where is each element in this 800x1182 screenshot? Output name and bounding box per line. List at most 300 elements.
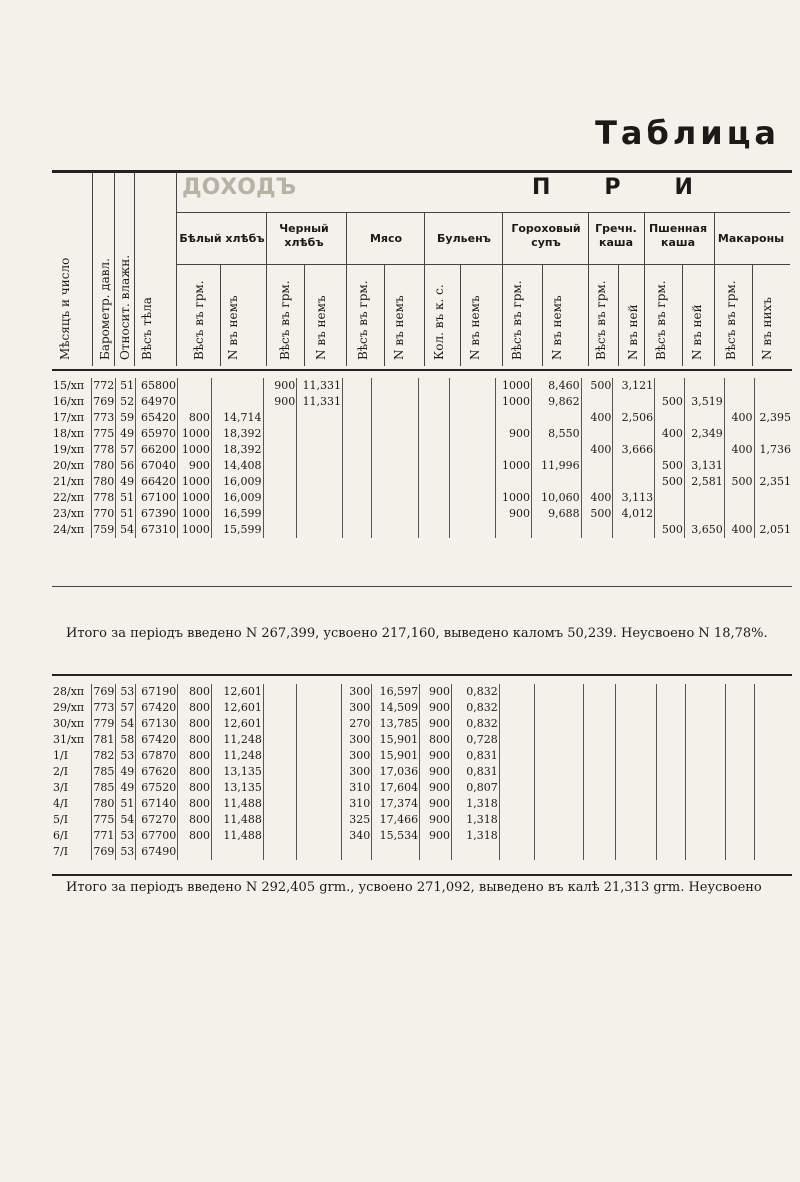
table-cell: 1000 [496, 490, 532, 506]
table-cell [615, 700, 656, 716]
group-banner-income: ДОХОДЪ [182, 175, 297, 200]
table-row [52, 394, 792, 410]
table-cell: 400 [724, 522, 754, 538]
table-cell: 500 [724, 474, 754, 490]
table-cell: 400 [581, 410, 613, 426]
table-cell: 6/I [53, 829, 69, 842]
table-cell: 17,036 [372, 764, 420, 780]
table-cell [684, 410, 724, 426]
table-cell [724, 378, 754, 394]
table-cell: 769 [93, 395, 115, 408]
table-cell [613, 394, 655, 410]
food-buckwheat: Гречн. каша [595, 222, 637, 249]
table-row [52, 522, 792, 538]
table-cell: 31/хп [53, 733, 85, 746]
table-cell [615, 732, 656, 748]
table-cell: 28/хп [53, 685, 85, 698]
table-cell: 782 [93, 749, 115, 762]
table-cell [724, 490, 754, 506]
table-cell [656, 732, 685, 748]
table-cell: 24/хп [53, 523, 85, 536]
food-millet: Пшенная каша [648, 222, 708, 249]
table-row [52, 812, 792, 828]
table-cell [656, 764, 685, 780]
table-cell: 18,392 [211, 426, 263, 442]
table-cell [263, 732, 296, 748]
table-cell [725, 732, 754, 748]
table-cell [499, 732, 534, 748]
table-row [52, 700, 792, 716]
table-cell [263, 458, 297, 474]
table-cell: 340 [342, 828, 372, 844]
table-cell: 0,832 [451, 700, 499, 716]
table-cell: 769 [93, 685, 115, 698]
table-cell [449, 410, 495, 426]
table-cell: 67420 [136, 700, 178, 716]
col-header-barometer: Барометр. давл. [98, 258, 112, 360]
table-cell: 400 [581, 490, 613, 506]
table-cell: 12,601 [212, 716, 264, 732]
sub-header-buckwheat-n: N въ ней [626, 304, 640, 360]
table-cell: 1000 [178, 522, 212, 538]
table-cell: 49 [116, 426, 136, 442]
table-cell: 900 [496, 506, 532, 522]
food-macaroni: Макароны [717, 232, 785, 245]
table-cell: 67130 [136, 716, 178, 732]
table-cell [584, 780, 615, 796]
table-cell [615, 796, 656, 812]
table-cell [263, 748, 296, 764]
table-cell: 12,601 [212, 700, 264, 716]
table-cell [263, 780, 296, 796]
table-cell: 53 [116, 748, 136, 764]
table-cell: 65420 [136, 410, 178, 426]
table-cell: 11,488 [212, 828, 264, 844]
table-cell [178, 394, 212, 410]
table-cell: 900 [420, 764, 452, 780]
table-row [52, 716, 792, 732]
table-row [52, 796, 792, 812]
table-cell [754, 458, 792, 474]
table-cell: 2,395 [754, 410, 792, 426]
table-cell [297, 780, 342, 796]
sub-header-macaroni-weight: Вѣсъ въ грм. [724, 280, 738, 360]
table-cell [499, 748, 534, 764]
table-cell [755, 828, 792, 844]
table-cell [584, 684, 615, 700]
table-cell [535, 748, 584, 764]
sub-header-black-bread-weight: Вѣсъ въ грм. [278, 280, 292, 360]
table-cell [531, 410, 581, 426]
table-cell: 2/I [53, 765, 69, 778]
table-cell: 3,519 [684, 394, 724, 410]
table-cell [297, 796, 342, 812]
table-cell [535, 732, 584, 748]
table-cell [342, 844, 372, 860]
table-cell [686, 716, 725, 732]
table-cell [755, 812, 792, 828]
table-cell: 67520 [136, 780, 178, 796]
table-row [52, 764, 792, 780]
table-cell: 51 [116, 506, 136, 522]
table-cell [584, 700, 615, 716]
table-cell: 65970 [136, 426, 178, 442]
table-cell: 500 [581, 378, 613, 394]
table-cell: 15/хп [53, 379, 85, 392]
table-cell: 49 [116, 764, 136, 780]
table-cell [655, 378, 685, 394]
table-cell [584, 716, 615, 732]
table-cell [584, 764, 615, 780]
table-row [52, 828, 792, 844]
table-cell [418, 490, 449, 506]
food-white-bread: Бѣлый хлѣбъ [179, 232, 265, 245]
table-cell [725, 684, 754, 700]
table-row [52, 844, 792, 860]
table-cell: 0,831 [451, 748, 499, 764]
table-cell: 54 [116, 716, 136, 732]
table-cell [613, 458, 655, 474]
table-cell [725, 764, 754, 780]
table-cell: 1000 [178, 506, 212, 522]
table-cell [724, 458, 754, 474]
table-cell [297, 828, 342, 844]
table-cell [725, 700, 754, 716]
sub-header-white-bread-n: N въ немъ [226, 295, 240, 360]
table-cell [372, 490, 418, 506]
table-cell [499, 780, 534, 796]
table-cell: 800 [178, 764, 212, 780]
table-cell: 773 [93, 701, 115, 714]
table-row [52, 426, 792, 442]
table-cell [178, 844, 212, 860]
table-cell [655, 490, 685, 506]
table-cell: 780 [93, 459, 115, 472]
table-row [52, 442, 792, 458]
table-cell: 1,318 [451, 812, 499, 828]
table-row [52, 458, 792, 474]
table-cell: 64970 [136, 394, 178, 410]
table-cell [613, 474, 655, 490]
table-cell [343, 490, 372, 506]
table-cell [449, 522, 495, 538]
table-cell [297, 522, 343, 538]
table-cell [263, 490, 297, 506]
table-cell: 2,506 [613, 410, 655, 426]
table-cell: 11,248 [212, 732, 264, 748]
table-cell: 13,785 [372, 716, 420, 732]
table-cell [343, 394, 372, 410]
table-cell: 900 [420, 780, 452, 796]
data-table-period-1 [52, 378, 792, 538]
table-cell [372, 426, 418, 442]
table-cell: 800 [178, 748, 212, 764]
table-cell [535, 780, 584, 796]
table-cell [297, 506, 343, 522]
table-cell [535, 764, 584, 780]
table-cell: 4/I [53, 797, 69, 810]
table-cell [613, 522, 655, 538]
table-cell: 800 [178, 716, 212, 732]
table-cell [754, 490, 792, 506]
table-cell [178, 378, 212, 394]
table-cell [496, 410, 532, 426]
table-cell [297, 844, 342, 860]
table-cell: 800 [178, 684, 212, 700]
food-black-bread: Черный хлѣбъ [279, 222, 329, 249]
table-cell [372, 474, 418, 490]
table-cell: 15,534 [372, 828, 420, 844]
group-banner-food: ПРИ [532, 175, 747, 200]
table-cell: 67390 [136, 506, 178, 522]
table-cell [499, 844, 534, 860]
table-cell [263, 426, 297, 442]
table-cell [297, 410, 343, 426]
table-cell: 400 [724, 410, 754, 426]
table-cell: 53 [116, 844, 136, 860]
table-cell [615, 844, 656, 860]
table-cell: 7/I [53, 845, 69, 858]
sub-header-macaroni-n: N въ нихъ [760, 297, 774, 360]
table-cell: 15,901 [372, 732, 420, 748]
table-cell: 900 [420, 748, 452, 764]
table-cell [656, 812, 685, 828]
table-cell [420, 844, 452, 860]
table-cell: 4,012 [613, 506, 655, 522]
table-header [52, 170, 792, 371]
table-cell: 800 [178, 410, 212, 426]
table-cell [656, 748, 685, 764]
table-cell [656, 844, 685, 860]
table-cell: 15,599 [211, 522, 263, 538]
table-cell: 500 [655, 394, 685, 410]
table-cell [496, 522, 532, 538]
table-cell [725, 828, 754, 844]
table-cell [297, 700, 342, 716]
table-cell: 49 [116, 474, 136, 490]
table-cell [418, 410, 449, 426]
table-cell: 67040 [136, 458, 178, 474]
table-cell: 3/I [53, 781, 69, 794]
table-cell: 270 [342, 716, 372, 732]
table-cell: 785 [93, 781, 115, 794]
table-cell [297, 716, 342, 732]
table-cell [531, 442, 581, 458]
table-cell [449, 426, 495, 442]
table-cell [755, 764, 792, 780]
table-cell: 900 [263, 394, 297, 410]
table-cell [263, 716, 296, 732]
table-cell: 900 [420, 716, 452, 732]
table-cell [581, 458, 613, 474]
table-cell: 900 [420, 684, 452, 700]
table-cell [686, 732, 725, 748]
table-cell: 0,831 [451, 764, 499, 780]
table-cell [418, 394, 449, 410]
table-cell: 30/хп [53, 717, 85, 730]
table-cell [211, 394, 263, 410]
table-cell [656, 700, 685, 716]
table-cell [724, 506, 754, 522]
table-cell [686, 700, 725, 716]
table-cell [615, 716, 656, 732]
table-cell: 300 [342, 700, 372, 716]
table-row [52, 506, 792, 522]
table-cell: 400 [724, 442, 754, 458]
table-cell: 10,060 [531, 490, 581, 506]
table-cell [263, 812, 296, 828]
table-cell [684, 442, 724, 458]
table-cell: 1000 [178, 490, 212, 506]
table-cell [535, 796, 584, 812]
table-cell [584, 748, 615, 764]
table-cell: 67100 [136, 490, 178, 506]
table-cell: 400 [581, 442, 613, 458]
table-cell: 16,599 [211, 506, 263, 522]
table-cell [343, 458, 372, 474]
table-cell: 11,331 [297, 394, 343, 410]
table-cell [656, 828, 685, 844]
table-cell: 3,121 [613, 378, 655, 394]
table-cell: 1000 [178, 442, 212, 458]
table-cell [615, 812, 656, 828]
table-cell [496, 474, 532, 490]
table-cell: 51 [116, 378, 136, 394]
table-cell [418, 474, 449, 490]
table-cell: 13,135 [212, 780, 264, 796]
table-cell [372, 410, 418, 426]
table-cell [725, 812, 754, 828]
food-meat: Мясо [369, 232, 403, 245]
table-cell [531, 474, 581, 490]
table-cell: 65800 [136, 378, 178, 394]
table-cell: 310 [342, 780, 372, 796]
table-cell: 1000 [496, 378, 532, 394]
table-cell [531, 522, 581, 538]
table-cell [615, 828, 656, 844]
table-cell [535, 700, 584, 716]
table-cell [418, 426, 449, 442]
table-cell [418, 458, 449, 474]
table-cell: 13,135 [212, 764, 264, 780]
food-pea-soup: Гороховый супъ [511, 222, 581, 249]
table-cell [584, 796, 615, 812]
table-cell [449, 506, 495, 522]
table-cell: 15,901 [372, 748, 420, 764]
table-cell: 780 [93, 797, 115, 810]
table-cell [686, 812, 725, 828]
table-cell: 51 [116, 490, 136, 506]
table-row [52, 474, 792, 490]
table-cell: 0,807 [451, 780, 499, 796]
table-cell: 759 [93, 523, 115, 536]
table-cell [418, 442, 449, 458]
table-cell [535, 844, 584, 860]
table-cell [263, 828, 296, 844]
table-cell: 8,460 [531, 378, 581, 394]
table-cell [449, 458, 495, 474]
summary-period-2: Итого за періодъ введено N 292,405 grm., усвоено 271,092, выведено въ калѣ 21,313 grm. Неусвоено [66, 880, 762, 895]
sub-header-millet-n: N въ ней [690, 304, 704, 360]
table-cell [724, 426, 754, 442]
table-cell [581, 426, 613, 442]
table-cell [581, 394, 613, 410]
table-cell: 20/хп [53, 459, 85, 472]
table-cell [755, 796, 792, 812]
table-cell [686, 844, 725, 860]
food-bouillon: Бульенъ [437, 232, 491, 245]
table-cell: 29/хп [53, 701, 85, 714]
sub-header-black-bread-n: N въ немъ [314, 295, 328, 360]
table-cell: 17,374 [372, 796, 420, 812]
table-cell: 300 [342, 732, 372, 748]
table-cell: 780 [93, 475, 115, 488]
table-cell: 900 [420, 796, 452, 812]
table-cell: 52 [116, 394, 136, 410]
sub-header-meat-n: N въ немъ [392, 295, 406, 360]
table-cell: 11,248 [212, 748, 264, 764]
table-cell [212, 844, 264, 860]
table-cell: 2,351 [754, 474, 792, 490]
table-cell: 11,488 [212, 812, 264, 828]
table-cell [686, 764, 725, 780]
sub-header-meat-weight: Вѣсъ въ грм. [356, 280, 370, 360]
table-cell: 17,604 [372, 780, 420, 796]
table-cell [655, 442, 685, 458]
table-row [52, 410, 792, 426]
table-cell: 67140 [136, 796, 178, 812]
table-cell: 1000 [178, 426, 212, 442]
table-cell [684, 378, 724, 394]
table-cell [755, 844, 792, 860]
table-cell [499, 764, 534, 780]
table-cell [584, 828, 615, 844]
table-cell [297, 748, 342, 764]
table-cell: 9,688 [531, 506, 581, 522]
table-cell [755, 780, 792, 796]
sub-header-pea-soup-n: N въ немъ [550, 295, 564, 360]
table-cell [372, 442, 418, 458]
table-cell [755, 732, 792, 748]
table-cell [297, 458, 343, 474]
table-cell: 2,051 [754, 522, 792, 538]
table-cell: 779 [93, 717, 115, 730]
table-cell [343, 442, 372, 458]
table-cell: 16/хп [53, 395, 85, 408]
table-cell: 900 [178, 458, 212, 474]
table-cell: 800 [420, 732, 452, 748]
table-cell: 67270 [136, 812, 178, 828]
table-cell: 900 [496, 426, 532, 442]
table-cell [449, 490, 495, 506]
table-cell [724, 394, 754, 410]
table-cell [754, 426, 792, 442]
table-cell [297, 732, 342, 748]
table-cell [656, 716, 685, 732]
table-row [52, 490, 792, 506]
table-cell: 325 [342, 812, 372, 828]
table-cell: 51 [116, 796, 136, 812]
table-cell: 3,666 [613, 442, 655, 458]
sub-header-millet-weight: Вѣсъ въ грм. [654, 280, 668, 360]
table-cell [418, 506, 449, 522]
table-cell: 2,349 [684, 426, 724, 442]
table-cell [297, 490, 343, 506]
table-cell [655, 506, 685, 522]
table-cell: 67620 [136, 764, 178, 780]
table-cell [656, 684, 685, 700]
table-cell [418, 378, 449, 394]
